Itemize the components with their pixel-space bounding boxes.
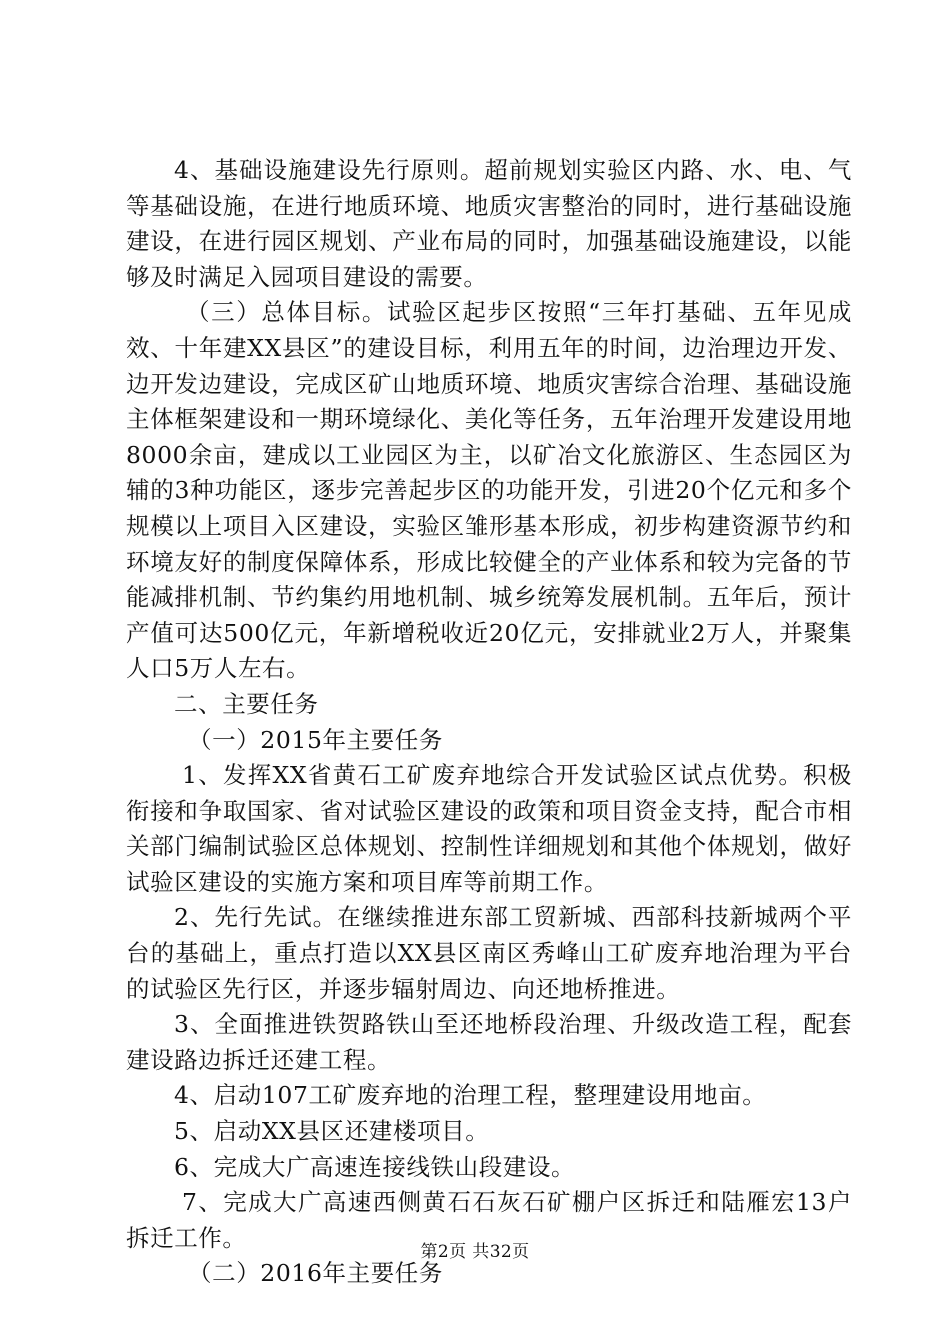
paragraph-infrastructure-principle: 4、基础设施建设先行原则。超前规划实验区内路、水、电、气等基础设施，在进行地质环境、地质灾害整治的同时，进行基础设施建设，在进行园区规划、产业布局的同时，加强基础设施建设，以能够及时满足入园项目建设的需要。 [126, 156, 852, 291]
paragraph-overall-goal: （三）总体目标。试验区起步区按照“三年打基础、五年见成效、十年建XX县区”的建设目标，利用五年的时间，边治理边开发、边开发边建设，完成区矿山地质环境、地质灾害综合治理、基础设施主体框架建设和一期环境绿化、美化等任务，五年治理开发建设用地8000余亩，建成以工业园区为主，以矿冶文化旅游区、生态园区为辅的3种功能区，逐步完善起步区的功能开发，引进20个亿元和多个规模以上项目入区建设，实验区雏形基本形成，初步构建资源节约和环境友好的制度保障体系，形成比较健全的产业体系和较为完备的节能减排机制、节约集约用地机制、城乡统筹发展机制。五年后，预计产值可达500亿元，年新增税收近20亿元，安排就业2万人，并聚集人口5万人左右。 [126, 298, 852, 683]
subheading-2016-tasks: （二）2016年主要任务 [188, 1259, 444, 1288]
paragraph-task-1: 1、发挥XX省黄石工矿废弃地综合开发试验区试点优势。积极衔接和争取国家、省对试验区建设的政策和项目资金支持，配合市相关部门编制试验区总体规划、控制性详细规划和其他个体规划，做好试验区建设的实施方案和项目库等前期工作。 [126, 761, 852, 896]
paragraph-task-4: 4、启动107工矿废弃地的治理工程，整理建设用地亩。 [174, 1081, 767, 1110]
paragraph-task-6: 6、完成大广高速连接线铁山段建设。 [174, 1152, 576, 1181]
paragraph-task-5: 5、启动XX县区还建楼项目。 [174, 1117, 490, 1146]
section-heading-main-tasks: 二、主要任务 [174, 689, 319, 718]
page-number-footer: 第2页 共32页 [420, 1242, 530, 1262]
paragraph-task-3: 3、全面推进铁贺路铁山至还地桥段治理、升级改造工程，配套建设路边拆迁还建工程。 [126, 1010, 852, 1074]
subheading-2015-tasks: （一）2015年主要任务 [188, 725, 444, 754]
document-body [126, 153, 852, 1292]
paragraph-task-2: 2、先行先试。在继续推进东部工贸新城、西部科技新城两个平台的基础上，重点打造以XX县区南区秀峰山工矿废弃地治理为平台的试验区先行区，并逐步辐射周边、向还地桥推进。 [126, 903, 852, 1003]
paragraph-task-7: 7、完成大广高速西侧黄石石灰石矿棚户区拆迁和陆雁宏13户拆迁工作。 [126, 1188, 852, 1252]
